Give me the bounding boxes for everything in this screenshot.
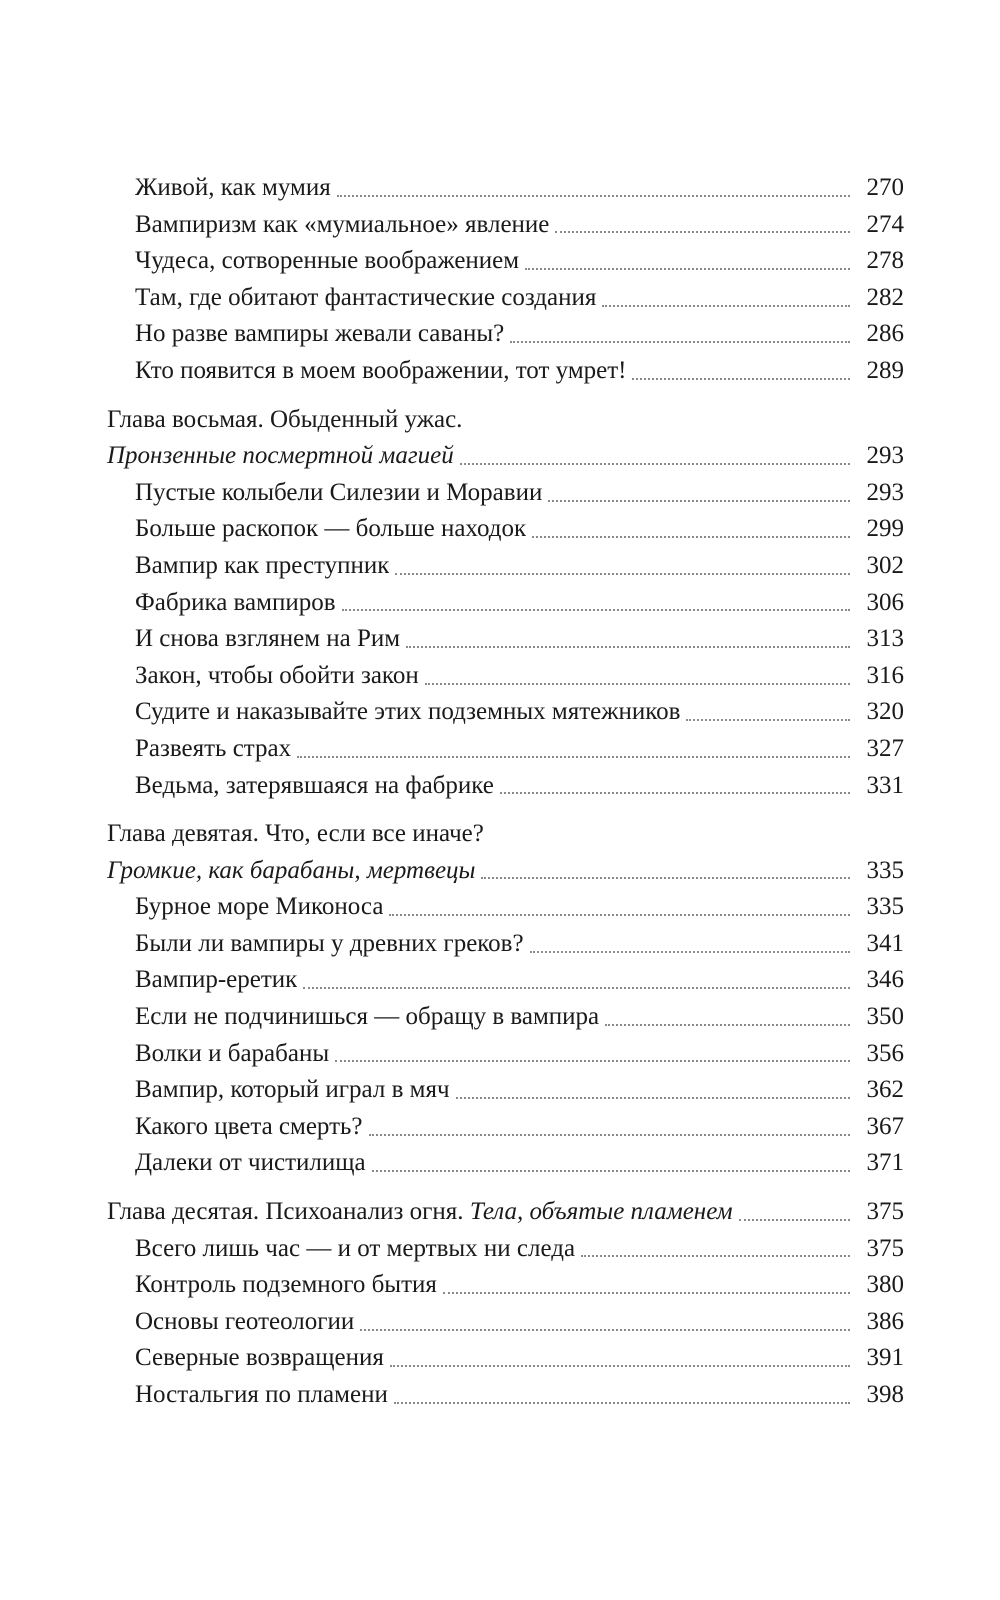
toc-entry[interactable] (107, 316, 904, 353)
toc-entry[interactable] (107, 1231, 904, 1268)
toc-entry-page: 346 (866, 966, 904, 994)
toc-entry[interactable] (107, 511, 904, 548)
toc-entry-title: Бурное море Миконоса (135, 893, 384, 921)
toc-entry[interactable] (107, 1377, 904, 1414)
toc-entry-page: 316 (866, 661, 904, 689)
toc-entry-title: Ностальгия по пламени (135, 1381, 388, 1408)
dot-leader (425, 682, 850, 685)
toc-entry[interactable] (107, 1109, 904, 1146)
dot-leader (632, 377, 850, 380)
toc-entry-page: 327 (866, 734, 904, 762)
toc-entry-title: Пустые колыбели Силезии и Моравии (135, 478, 543, 506)
toc-entry-page: 274 (866, 210, 904, 238)
dot-leader (394, 1401, 850, 1404)
toc-entry-page: 356 (866, 1039, 904, 1067)
toc-entry-title: Северные возвращения (135, 1344, 384, 1372)
toc-entry-title: Были ли вампиры у древних греков? (135, 929, 524, 957)
toc-entry-title: Ведьма, затерявшаяся на фабрике (135, 771, 494, 799)
dot-leader (481, 876, 850, 879)
table-of-contents (107, 170, 904, 1414)
section-gap (107, 1182, 904, 1194)
chapter-entry[interactable] (107, 1194, 904, 1231)
dot-leader (460, 462, 850, 465)
dot-leader (581, 1254, 850, 1257)
dot-leader (337, 194, 850, 197)
dot-leader (739, 1218, 850, 1221)
toc-entry-title: Какого цвета смерть? (135, 1112, 363, 1140)
toc-entry-page: 302 (866, 551, 904, 579)
toc-entry[interactable] (107, 1036, 904, 1073)
toc-entry-page: 278 (866, 247, 904, 275)
dot-leader (297, 755, 850, 758)
dot-leader (389, 913, 850, 916)
toc-entry-title: Всего лишь час — и от мертвых ни следа (135, 1234, 576, 1262)
toc-entry-title: Вампир-еретик (135, 966, 298, 994)
chapter-subtitle: Тела, объятые пламенем (469, 1198, 733, 1226)
toc-entry[interactable] (107, 475, 904, 512)
dot-leader (530, 950, 850, 953)
toc-entry[interactable] (107, 926, 904, 963)
chapter-page: 375 (866, 1198, 904, 1226)
toc-entry[interactable] (107, 1145, 904, 1182)
toc-entry-page: 286 (866, 320, 904, 348)
dot-leader (602, 304, 850, 307)
toc-entry-title: Там, где обитают фантастические создания (135, 283, 597, 311)
chapter-subtitle: Громкие, как барабаны, мертвецы (107, 856, 476, 884)
toc-entry[interactable] (107, 768, 904, 805)
toc-entry-page: 391 (866, 1344, 904, 1372)
toc-entry-title: Фабрика вампиров (135, 588, 336, 616)
toc-entry[interactable] (107, 353, 904, 390)
toc-entry-title: Вампир, который играл в мяч (135, 1076, 450, 1104)
toc-entry-page: 371 (866, 1149, 904, 1177)
toc-entry[interactable] (107, 280, 904, 317)
toc-entry-title: Основы геотеологии (135, 1307, 355, 1335)
dot-leader (525, 267, 850, 270)
toc-entry-title: Волки и барабаны (135, 1039, 330, 1067)
toc-entry-page: 293 (866, 478, 904, 506)
toc-entry-title: Развеять страх (135, 734, 292, 762)
toc-entry-title: Вампиризм как «мумиальное» явление (135, 210, 550, 238)
dot-leader (360, 1328, 850, 1331)
toc-entry-page: 335 (866, 893, 904, 921)
toc-entry[interactable] (107, 731, 904, 768)
chapter-entry[interactable] (107, 438, 904, 475)
toc-entry-page: 282 (866, 283, 904, 311)
toc-entry[interactable] (107, 962, 904, 999)
toc-entry[interactable] (107, 1267, 904, 1304)
dot-leader (605, 1023, 850, 1026)
toc-entry[interactable] (107, 585, 904, 622)
toc-entry-title: Если не подчинишься — обращу в вампира (135, 1003, 600, 1031)
toc-entry-title: Закон, чтобы обойти закон (135, 661, 419, 689)
toc-entry-title: Далеки от чистилища (135, 1149, 366, 1177)
toc-entry[interactable] (107, 243, 904, 280)
toc-entry-page: 375 (866, 1234, 904, 1262)
chapter-heading: Глава восьмая. Обыденный ужас. (107, 405, 463, 433)
toc-entry-page: 270 (866, 174, 904, 201)
dot-leader (406, 645, 850, 648)
toc-entry-page: 289 (866, 356, 904, 384)
toc-entry-title: Но разве вампиры жевали саваны? (135, 320, 505, 348)
toc-entry-title: Больше раскопок — больше находок (135, 515, 527, 543)
toc-entry-title: Судите и наказывайте этих подземных мятежников (135, 698, 681, 726)
dot-leader (443, 1291, 850, 1294)
toc-entry-page: 313 (866, 625, 904, 653)
dot-leader (555, 230, 850, 233)
toc-entry-page: 341 (866, 929, 904, 957)
dot-leader (372, 1169, 850, 1172)
toc-entry[interactable] (107, 1340, 904, 1377)
dot-leader (303, 986, 850, 989)
toc-entry[interactable] (107, 170, 904, 207)
toc-entry[interactable] (107, 694, 904, 731)
toc-entry[interactable] (107, 207, 904, 244)
toc-entry-page: 306 (866, 588, 904, 616)
dot-leader (686, 718, 850, 721)
toc-entry-page: 320 (866, 698, 904, 726)
dot-leader (500, 791, 850, 794)
section-gap (107, 390, 904, 402)
toc-entry-page: 380 (866, 1271, 904, 1299)
toc-entry-title: И снова взглянем на Рим (135, 625, 401, 653)
dot-leader (369, 1133, 850, 1136)
dot-leader (532, 535, 850, 538)
dot-leader (548, 499, 850, 502)
chapter-page: 335 (866, 856, 904, 884)
dot-leader (335, 1059, 850, 1062)
toc-entry[interactable] (107, 1304, 904, 1341)
section-gap (107, 804, 904, 816)
toc-entry[interactable] (107, 999, 904, 1036)
chapter-heading: Глава десятая. Психоанализ огня. (107, 1198, 464, 1226)
chapter-title (107, 1194, 733, 1231)
toc-entry-page: 350 (866, 1003, 904, 1031)
toc-entry-title: Чудеса, сотворенные воображением (135, 247, 520, 275)
dot-leader (390, 1364, 850, 1367)
dot-leader (342, 608, 850, 611)
dot-leader (456, 1096, 850, 1099)
toc-entry[interactable] (107, 658, 904, 695)
chapter-page: 293 (866, 442, 904, 470)
toc-entry-page: 398 (866, 1381, 904, 1408)
dot-leader (510, 340, 850, 343)
toc-entry-page: 362 (866, 1076, 904, 1104)
chapter-subtitle: Пронзенные посмертной магией (107, 442, 454, 470)
toc-entry[interactable] (107, 1072, 904, 1109)
chapter-entry[interactable] (107, 853, 904, 890)
toc-entry-title: Контроль подземного бытия (135, 1271, 437, 1299)
toc-entry-title: Вампир как преступник (135, 551, 390, 579)
toc-entry-title: Живой, как мумия (135, 174, 331, 201)
dot-leader (395, 572, 850, 575)
toc-entry-title: Кто появится в моем воображении, тот умрет! (135, 356, 627, 384)
toc-entry[interactable] (107, 548, 904, 585)
toc-entry-page: 386 (866, 1307, 904, 1335)
toc-entry-page: 331 (866, 771, 904, 799)
toc-entry[interactable] (107, 621, 904, 658)
toc-entry[interactable] (107, 889, 904, 926)
chapter-heading: Глава девятая. Что, если все иначе? (107, 820, 484, 848)
toc-entry-page: 299 (866, 515, 904, 543)
toc-entry-page: 367 (866, 1112, 904, 1140)
